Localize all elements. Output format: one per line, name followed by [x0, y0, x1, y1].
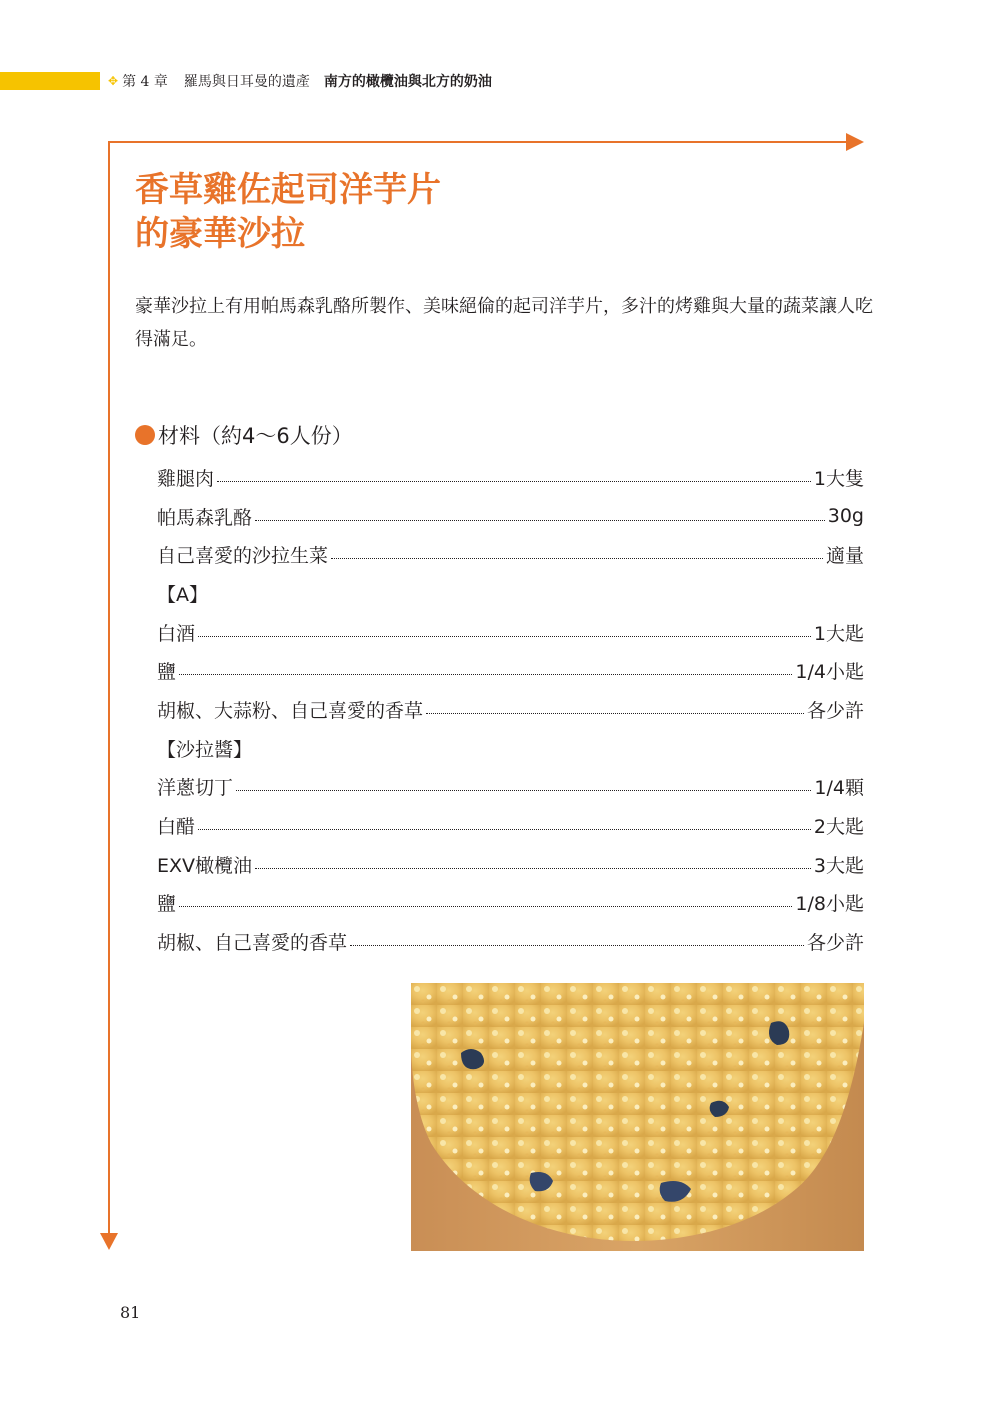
dotted-leader — [217, 481, 811, 482]
ingredient-qty: 1大匙 — [813, 622, 864, 645]
ingredients-list — [157, 458, 864, 961]
ingredient-qty: 適量 — [825, 545, 864, 568]
recipe-intro: 豪華沙拉上有用帕馬森乳酪所製作、美味絕倫的起司洋芋片，多汁的烤雞與大量的蔬菜讓人吃得滿足。 — [135, 296, 873, 350]
ingredient-name: 自己喜愛的沙拉生菜 — [157, 545, 329, 568]
ingredient-qty: 1/4顆 — [814, 777, 864, 800]
dotted-leader — [198, 829, 811, 830]
ingredient-row — [157, 806, 864, 845]
ingredient-row — [157, 651, 864, 690]
arrow-right-icon — [846, 133, 864, 151]
ingredient-row — [157, 535, 864, 574]
section-title: 南方的橄欖油與北方的奶油 — [323, 74, 492, 90]
dotted-leader — [236, 790, 811, 791]
dotted-leader — [255, 520, 825, 521]
frame-top-line — [108, 141, 848, 143]
ingredient-row — [157, 497, 864, 536]
chapter-color-bar — [0, 72, 100, 90]
dotted-leader — [426, 713, 804, 714]
ingredient-qty: 2大匙 — [813, 816, 864, 839]
ingredient-row — [157, 768, 864, 807]
dotted-leader — [255, 868, 811, 869]
running-header — [108, 72, 492, 90]
ingredient-row — [157, 922, 864, 961]
page-number: 81 — [120, 1303, 141, 1322]
dotted-leader — [179, 906, 792, 907]
ingredient-name: 雞腿肉 — [157, 467, 215, 490]
dotted-leader — [331, 558, 823, 559]
ingredient-qty: 1/8小匙 — [795, 893, 864, 916]
ingredient-name: 胡椒、大蒜粉、自己喜愛的香草 — [157, 699, 424, 722]
ingredient-qty: 各少許 — [806, 932, 864, 955]
ingredient-name: EXV橄欖油 — [157, 854, 253, 877]
ingredients-heading — [135, 420, 353, 450]
arrow-down-icon — [100, 1233, 118, 1250]
ingredients-heading-text: 材料（約4～6人份） — [158, 424, 353, 448]
frame-left-line — [108, 141, 110, 1235]
group-dressing-label: 【沙拉醬】 — [157, 738, 253, 761]
dotted-leader — [198, 636, 811, 637]
ingredient-name: 白酒 — [157, 622, 196, 645]
diamond-icon: ✥ — [108, 74, 119, 88]
ingredient-row — [157, 613, 864, 652]
ingredient-qty: 1大隻 — [813, 467, 864, 490]
ingredient-qty: 1/4小匙 — [795, 661, 864, 684]
group-a-label: 【A】 — [157, 583, 208, 606]
ingredient-qty: 30g — [827, 505, 864, 528]
recipe-title-line-2: 的豪華沙拉 — [135, 214, 305, 254]
recipe-title — [135, 168, 441, 256]
ingredient-row — [157, 884, 864, 923]
ingredient-name: 白醋 — [157, 816, 196, 839]
bullet-dot-icon — [135, 425, 155, 445]
ingredient-row — [157, 845, 864, 884]
ingredient-name: 鹽 — [157, 893, 177, 916]
dotted-leader — [179, 674, 792, 675]
ingredient-row — [157, 458, 864, 497]
ingredient-name: 鹽 — [157, 661, 177, 684]
ingredient-qty: 各少許 — [806, 699, 864, 722]
recipe-title-line-1: 香草雞佐起司洋芋片 — [135, 170, 441, 210]
dotted-leader — [350, 945, 804, 946]
chapter-title: 羅馬與日耳曼的遺產 — [183, 74, 310, 90]
ingredient-qty: 3大匙 — [813, 854, 864, 877]
chapter-number: 第 4 章 — [122, 74, 168, 90]
ingredient-name: 胡椒、自己喜愛的香草 — [157, 932, 348, 955]
ingredient-name: 帕馬森乳酪 — [157, 506, 253, 529]
ingredient-row — [157, 690, 864, 729]
cheese-crisp-photo — [411, 983, 864, 1251]
ingredient-name: 洋蔥切丁 — [157, 777, 234, 800]
